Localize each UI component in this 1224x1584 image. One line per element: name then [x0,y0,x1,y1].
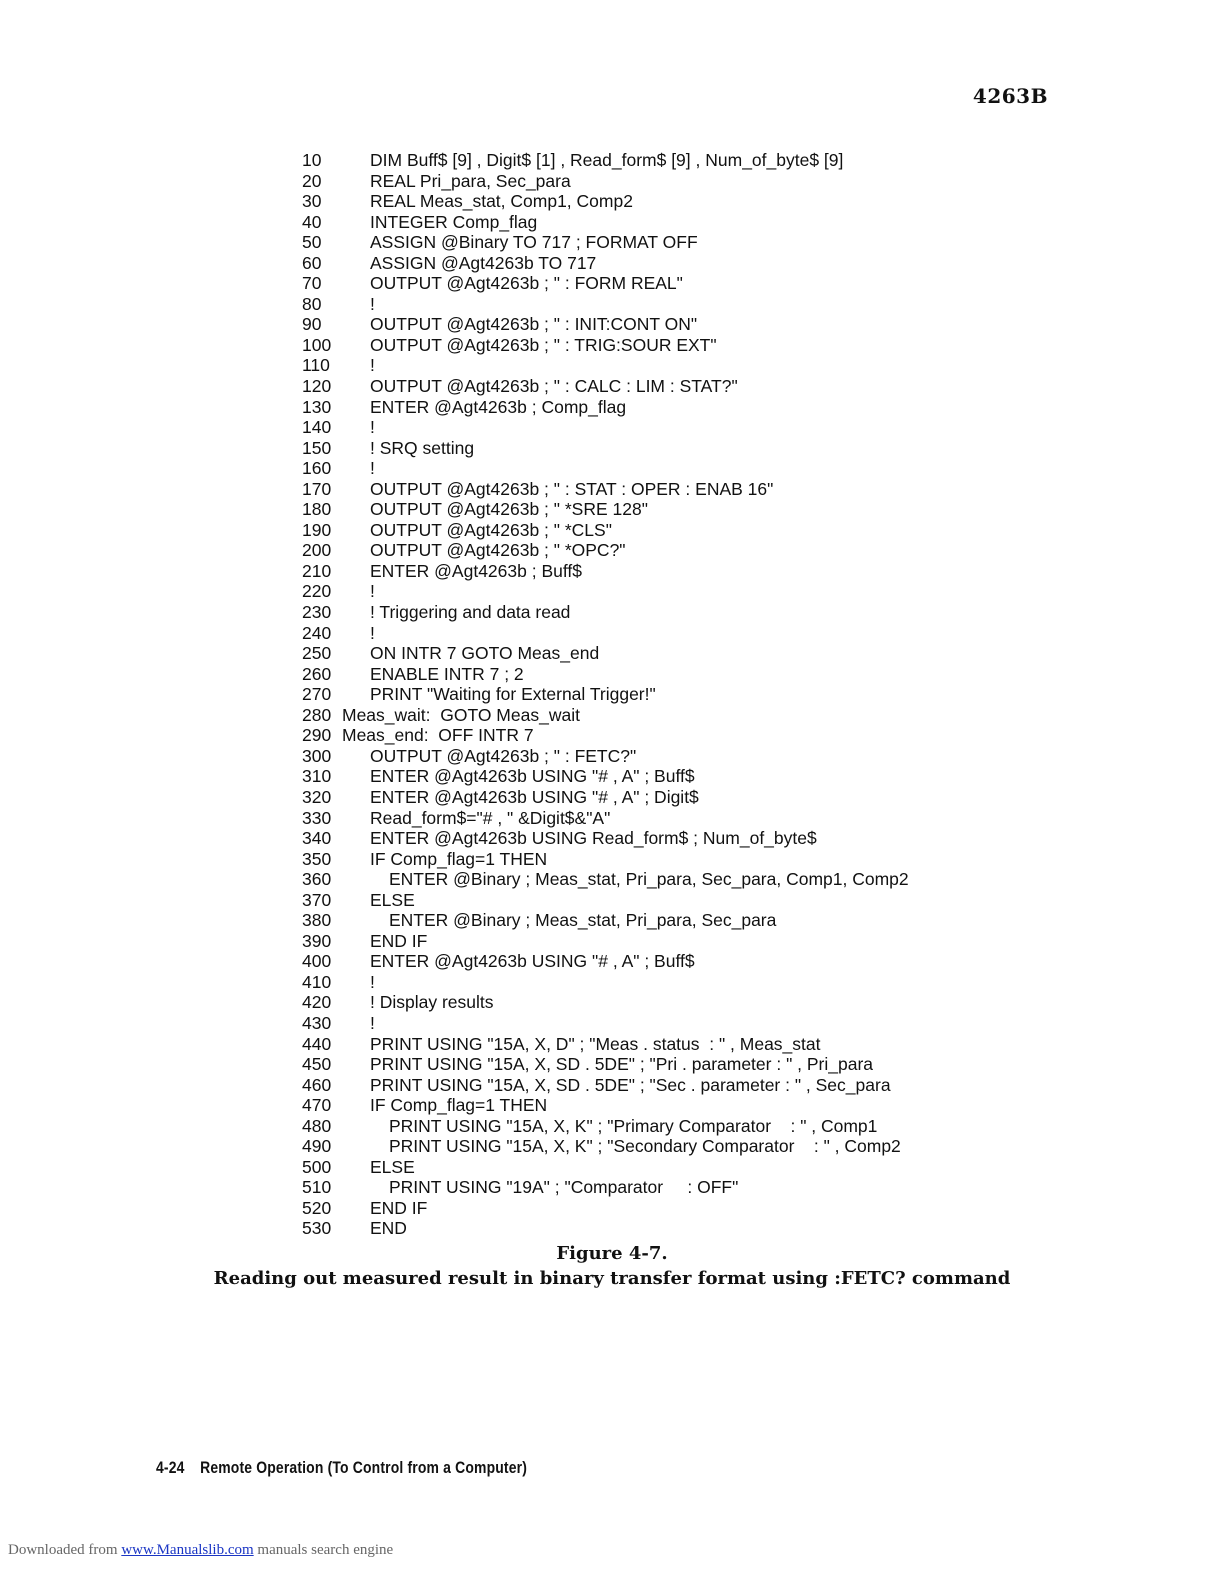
line-number: 170 [302,478,332,499]
line-number: 530 [302,1218,332,1239]
code-text: ! Display results [370,992,494,1013]
line-number: 210 [302,560,332,581]
code-text: Meas_end: OFF INTR 7 [342,725,534,746]
code-line [302,1034,1002,1055]
code-line [302,150,1002,171]
line-number: 510 [302,1177,332,1198]
code-text: ! [370,417,375,438]
code-line [302,314,1002,335]
line-number: 440 [302,1033,332,1054]
code-text: ENTER @Agt4263b ; Buff$ [370,560,582,581]
line-number: 270 [302,684,332,705]
code-line [302,972,1002,993]
line-number: 320 [302,786,332,807]
code-line [302,191,1002,212]
line-number: 450 [302,1054,332,1075]
code-line [302,992,1002,1013]
code-text: INTEGER Comp_flag [370,211,538,232]
figure-title: Reading out measured result in binary transfer format using :FETC? command [213,1268,1011,1289]
code-line [302,1136,1002,1157]
code-text: ENTER @Agt4263b USING "# , A" ; Digit$ [370,786,699,807]
code-line [302,684,1002,705]
code-text: Read_form$="# , " &Digit$&"A" [370,807,611,828]
code-text: PRINT USING "15A, X, K" ; "Primary Comparator : " , Comp1 [389,1115,878,1136]
code-line [302,623,1002,644]
line-number: 420 [302,992,332,1013]
code-text: ENTER @Binary ; Meas_stat, Pri_para, Sec_para, Comp1, Comp2 [389,869,909,890]
code-line [302,212,1002,233]
model-number: 4263B [972,84,1048,108]
line-number: 70 [302,273,322,294]
code-line [302,253,1002,274]
code-line [302,397,1002,418]
code-text: DIM Buff$ [9] , Digit$ [1] , Read_form$ [9] , Num_of_byte$ [9] [370,150,844,170]
code-text: ENTER @Agt4263b USING "# , A" ; Buff$ [370,766,695,787]
line-number: 240 [302,622,332,643]
line-number: 470 [302,1095,332,1116]
code-line [302,561,1002,582]
code-line [302,355,1002,376]
code-line [302,849,1002,870]
code-line [302,1095,1002,1116]
line-number: 180 [302,499,332,520]
watermark-suffix: manuals search engine [257,1542,394,1558]
line-number: 480 [302,1115,332,1136]
figure-number: Figure 4-7. [556,1243,668,1264]
code-line [302,766,1002,787]
line-number: 300 [302,745,332,766]
page-number: 4-24 [156,1458,185,1477]
code-line [302,1013,1002,1034]
line-number: 230 [302,602,332,623]
code-text: ENABLE INTR 7 ; 2 [370,663,524,684]
code-line [302,1177,1002,1198]
code-line [302,828,1002,849]
page-footer [156,1458,527,1478]
code-text: ! SRQ setting [370,437,475,458]
code-line [302,1218,1002,1239]
code-text: END [370,1218,407,1239]
code-line [302,931,1002,952]
code-text: ASSIGN @Binary TO 717 ; FORMAT OFF [370,232,698,253]
code-line [302,1075,1002,1096]
code-text: Meas_wait: GOTO Meas_wait [342,704,580,725]
code-text: ENTER @Agt4263b USING "# , A" ; Buff$ [370,951,695,972]
line-number: 330 [302,807,332,828]
line-number: 120 [302,376,332,397]
code-text: OUTPUT @Agt4263b ; " : CALC : LIM : STAT?" [370,376,738,397]
code-line [302,951,1002,972]
line-number: 400 [302,951,332,972]
code-text: PRINT USING "15A, X, SD . 5DE" ; "Pri . parameter : " , Pri_para [370,1054,874,1075]
code-text: OUTPUT @Agt4263b ; " *OPC?" [370,540,626,561]
code-line [302,1116,1002,1137]
line-number: 190 [302,519,332,540]
line-number: 200 [302,540,332,561]
line-number: 410 [302,971,332,992]
line-number: 100 [302,334,332,355]
code-line [302,602,1002,623]
code-text: PRINT USING "15A, X, SD . 5DE" ; "Sec . parameter : " , Sec_para [370,1074,891,1095]
code-line [302,725,1002,746]
section-title: Remote Operation (To Control from a Computer) [200,1458,528,1477]
code-line [302,479,1002,500]
line-number: 360 [302,869,332,890]
code-text: PRINT USING "19A" ; "Comparator : OFF" [389,1177,739,1198]
code-text: ENTER @Agt4263b USING Read_form$ ; Num_of_byte$ [370,828,817,849]
line-number: 60 [302,252,322,273]
watermark-prefix: Downloaded from [8,1542,118,1558]
code-text: ON INTR 7 GOTO Meas_end [370,643,600,664]
code-line [302,499,1002,520]
code-text: OUTPUT @Agt4263b ; " : STAT : OPER : ENAB 16" [370,478,774,499]
code-line [302,705,1002,726]
code-text: REAL Meas_stat, Comp1, Comp2 [370,191,633,212]
code-line [302,417,1002,438]
line-number: 90 [302,314,322,335]
code-text: OUTPUT @Agt4263b ; " *CLS" [370,519,612,540]
download-watermark [8,1542,393,1559]
line-number: 30 [302,191,322,212]
line-number: 220 [302,581,332,602]
code-text: ELSE [370,889,415,910]
code-text: OUTPUT @Agt4263b ; " *SRE 128" [370,499,648,520]
code-text: REAL Pri_para, Sec_para [370,170,571,191]
line-number: 160 [302,458,332,479]
code-text: ! [370,293,375,314]
code-text: PRINT USING "15A, X, K" ; "Secondary Comparator : " , Comp2 [389,1136,901,1157]
code-line [302,438,1002,459]
code-text: ! [370,1012,375,1033]
line-number: 20 [302,170,322,191]
code-listing [302,150,1002,1239]
line-number: 340 [302,828,332,849]
code-line [302,808,1002,829]
line-number: 460 [302,1074,332,1095]
line-number: 10 [302,150,322,170]
line-number: 260 [302,663,332,684]
code-line [302,1054,1002,1075]
code-line [302,232,1002,253]
line-number: 280 [302,704,332,725]
code-line [302,581,1002,602]
code-text: IF Comp_flag=1 THEN [370,848,548,869]
line-number: 430 [302,1012,332,1033]
code-line [302,376,1002,397]
figure-caption [0,1241,1224,1291]
line-number: 490 [302,1136,332,1157]
code-text: OUTPUT @Agt4263b ; " : TRIG:SOUR EXT" [370,334,717,355]
line-number: 350 [302,848,332,869]
line-number: 80 [302,293,322,314]
code-line [302,458,1002,479]
code-line [302,335,1002,356]
code-text: ! [370,355,375,376]
code-line [302,294,1002,315]
code-text: ELSE [370,1156,415,1177]
line-number: 150 [302,437,332,458]
code-line [302,520,1002,541]
code-line [302,1157,1002,1178]
code-text: IF Comp_flag=1 THEN [370,1095,548,1116]
code-line [302,171,1002,192]
code-text: ! [370,458,375,479]
code-text: OUTPUT @Agt4263b ; " : FORM REAL" [370,273,683,294]
code-text: ! [370,971,375,992]
manualslib-link[interactable]: www.Manualslib.com [121,1542,254,1558]
line-number: 390 [302,930,332,951]
code-text: ! [370,581,375,602]
code-text: PRINT "Waiting for External Trigger!" [370,684,656,705]
code-line [302,787,1002,808]
code-line [302,664,1002,685]
line-number: 370 [302,889,332,910]
code-text: ! [370,622,375,643]
line-number: 310 [302,766,332,787]
code-text: ENTER @Agt4263b ; Comp_flag [370,396,627,417]
line-number: 520 [302,1197,332,1218]
code-line [302,540,1002,561]
line-number: 500 [302,1156,332,1177]
line-number: 140 [302,417,332,438]
code-text: ENTER @Binary ; Meas_stat, Pri_para, Sec_para [389,910,777,931]
code-line [302,273,1002,294]
code-line [302,643,1002,664]
line-number: 50 [302,232,322,253]
code-text: PRINT USING "15A, X, D" ; "Meas . status : " , Meas_stat [370,1033,821,1054]
line-number: 290 [302,725,332,746]
code-line [302,890,1002,911]
code-line [302,1198,1002,1219]
line-number: 110 [302,355,330,376]
code-text: END IF [370,1197,428,1218]
code-text: END IF [370,930,428,951]
code-line [302,869,1002,890]
code-text: ! Triggering and data read [370,602,571,623]
code-text: OUTPUT @Agt4263b ; " : INIT:CONT ON" [370,314,698,335]
line-number: 250 [302,643,332,664]
code-text: OUTPUT @Agt4263b ; " : FETC?" [370,745,637,766]
code-text: ASSIGN @Agt4263b TO 717 [370,252,597,273]
line-number: 130 [302,396,332,417]
line-number: 380 [302,910,332,931]
code-line [302,910,1002,931]
line-number: 40 [302,211,322,232]
code-line [302,746,1002,767]
